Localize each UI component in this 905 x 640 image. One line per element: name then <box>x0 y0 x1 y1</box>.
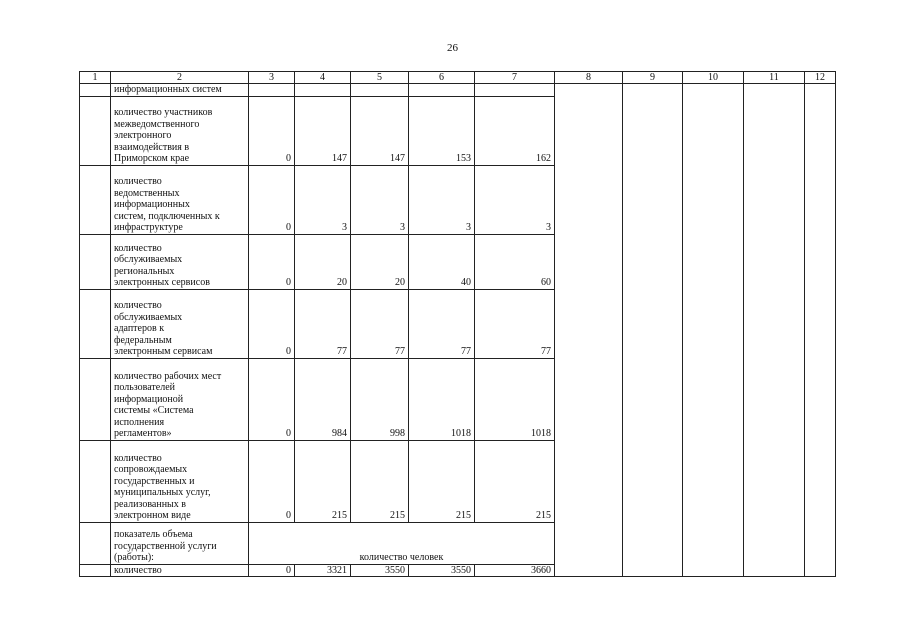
value-cell: 3 <box>409 165 475 234</box>
value-cell: 20 <box>351 234 409 289</box>
empty-column-cell <box>555 84 623 577</box>
value-cell: 60 <box>475 234 555 289</box>
col1-cell <box>80 564 111 577</box>
value-cell: 20 <box>295 234 351 289</box>
col1-cell <box>80 522 111 564</box>
column-header: 1 <box>80 72 111 84</box>
value-cell: 0 <box>249 564 295 577</box>
value-cell: 3 <box>351 165 409 234</box>
value-cell: 77 <box>475 289 555 358</box>
value-cell: 77 <box>351 289 409 358</box>
value-cell: 1018 <box>475 358 555 440</box>
indicator-name: количество сопровождаемых государственных и муниципальных услуг, реализованных в электронном виде <box>111 440 249 522</box>
col1-cell <box>80 289 111 358</box>
column-header: 2 <box>111 72 249 84</box>
col1-cell <box>80 440 111 522</box>
col1-cell <box>80 358 111 440</box>
unit-label: количество человек <box>249 522 555 564</box>
value-cell: 3550 <box>409 564 475 577</box>
indicator-name: количество обслуживаемых региональных электронных сервисов <box>111 234 249 289</box>
col1-cell <box>80 165 111 234</box>
value-cell: 3 <box>475 165 555 234</box>
indicator-name: количество <box>111 564 249 577</box>
value-cell: 3550 <box>351 564 409 577</box>
value-cell: 147 <box>351 96 409 165</box>
value-cell: 0 <box>249 358 295 440</box>
value-cell <box>249 84 295 97</box>
value-cell: 147 <box>295 96 351 165</box>
indicator-name: количество рабочих мест пользователей информационой системы «Система исполнения регламентов» <box>111 358 249 440</box>
value-cell <box>295 84 351 97</box>
column-header: 11 <box>744 72 805 84</box>
header-row <box>80 72 836 84</box>
value-cell: 77 <box>409 289 475 358</box>
col1-cell <box>80 84 111 97</box>
column-header: 5 <box>351 72 409 84</box>
value-cell: 0 <box>249 96 295 165</box>
column-header: 7 <box>475 72 555 84</box>
value-cell <box>409 84 475 97</box>
column-header: 4 <box>295 72 351 84</box>
column-header: 12 <box>805 72 836 84</box>
column-header: 10 <box>683 72 744 84</box>
empty-column-cell <box>744 84 805 577</box>
col1-cell <box>80 234 111 289</box>
indicator-table <box>79 71 836 577</box>
indicator-name: количество ведомственных информационных систем, подключенных к инфраструктуре <box>111 165 249 234</box>
value-cell: 1018 <box>409 358 475 440</box>
value-cell <box>475 84 555 97</box>
column-header: 6 <box>409 72 475 84</box>
value-cell: 153 <box>409 96 475 165</box>
value-cell: 984 <box>295 358 351 440</box>
value-cell: 215 <box>295 440 351 522</box>
empty-column-cell <box>683 84 744 577</box>
value-cell: 0 <box>249 165 295 234</box>
empty-column-cell <box>623 84 683 577</box>
value-cell: 3321 <box>295 564 351 577</box>
indicator-name: информационных систем <box>111 84 249 97</box>
value-cell: 3660 <box>475 564 555 577</box>
value-cell: 40 <box>409 234 475 289</box>
value-cell: 0 <box>249 289 295 358</box>
indicator-name: количество участников межведомственного электронного взаимодействия в Приморском крае <box>111 96 249 165</box>
column-header: 9 <box>623 72 683 84</box>
table-row <box>80 84 836 97</box>
col1-cell <box>80 96 111 165</box>
value-cell: 77 <box>295 289 351 358</box>
value-cell: 215 <box>351 440 409 522</box>
indicator-name: количество обслуживаемых адаптеров к федеральным электронным сервисам <box>111 289 249 358</box>
value-cell: 162 <box>475 96 555 165</box>
value-cell: 0 <box>249 440 295 522</box>
value-cell: 3 <box>295 165 351 234</box>
page-number: 26 <box>447 42 458 54</box>
value-cell: 998 <box>351 358 409 440</box>
value-cell: 215 <box>475 440 555 522</box>
volume-label: показатель объема государственной услуги (работы): <box>111 522 249 564</box>
value-cell: 0 <box>249 234 295 289</box>
column-header: 3 <box>249 72 295 84</box>
value-cell: 215 <box>409 440 475 522</box>
value-cell <box>351 84 409 97</box>
empty-column-cell <box>805 84 836 577</box>
column-header: 8 <box>555 72 623 84</box>
